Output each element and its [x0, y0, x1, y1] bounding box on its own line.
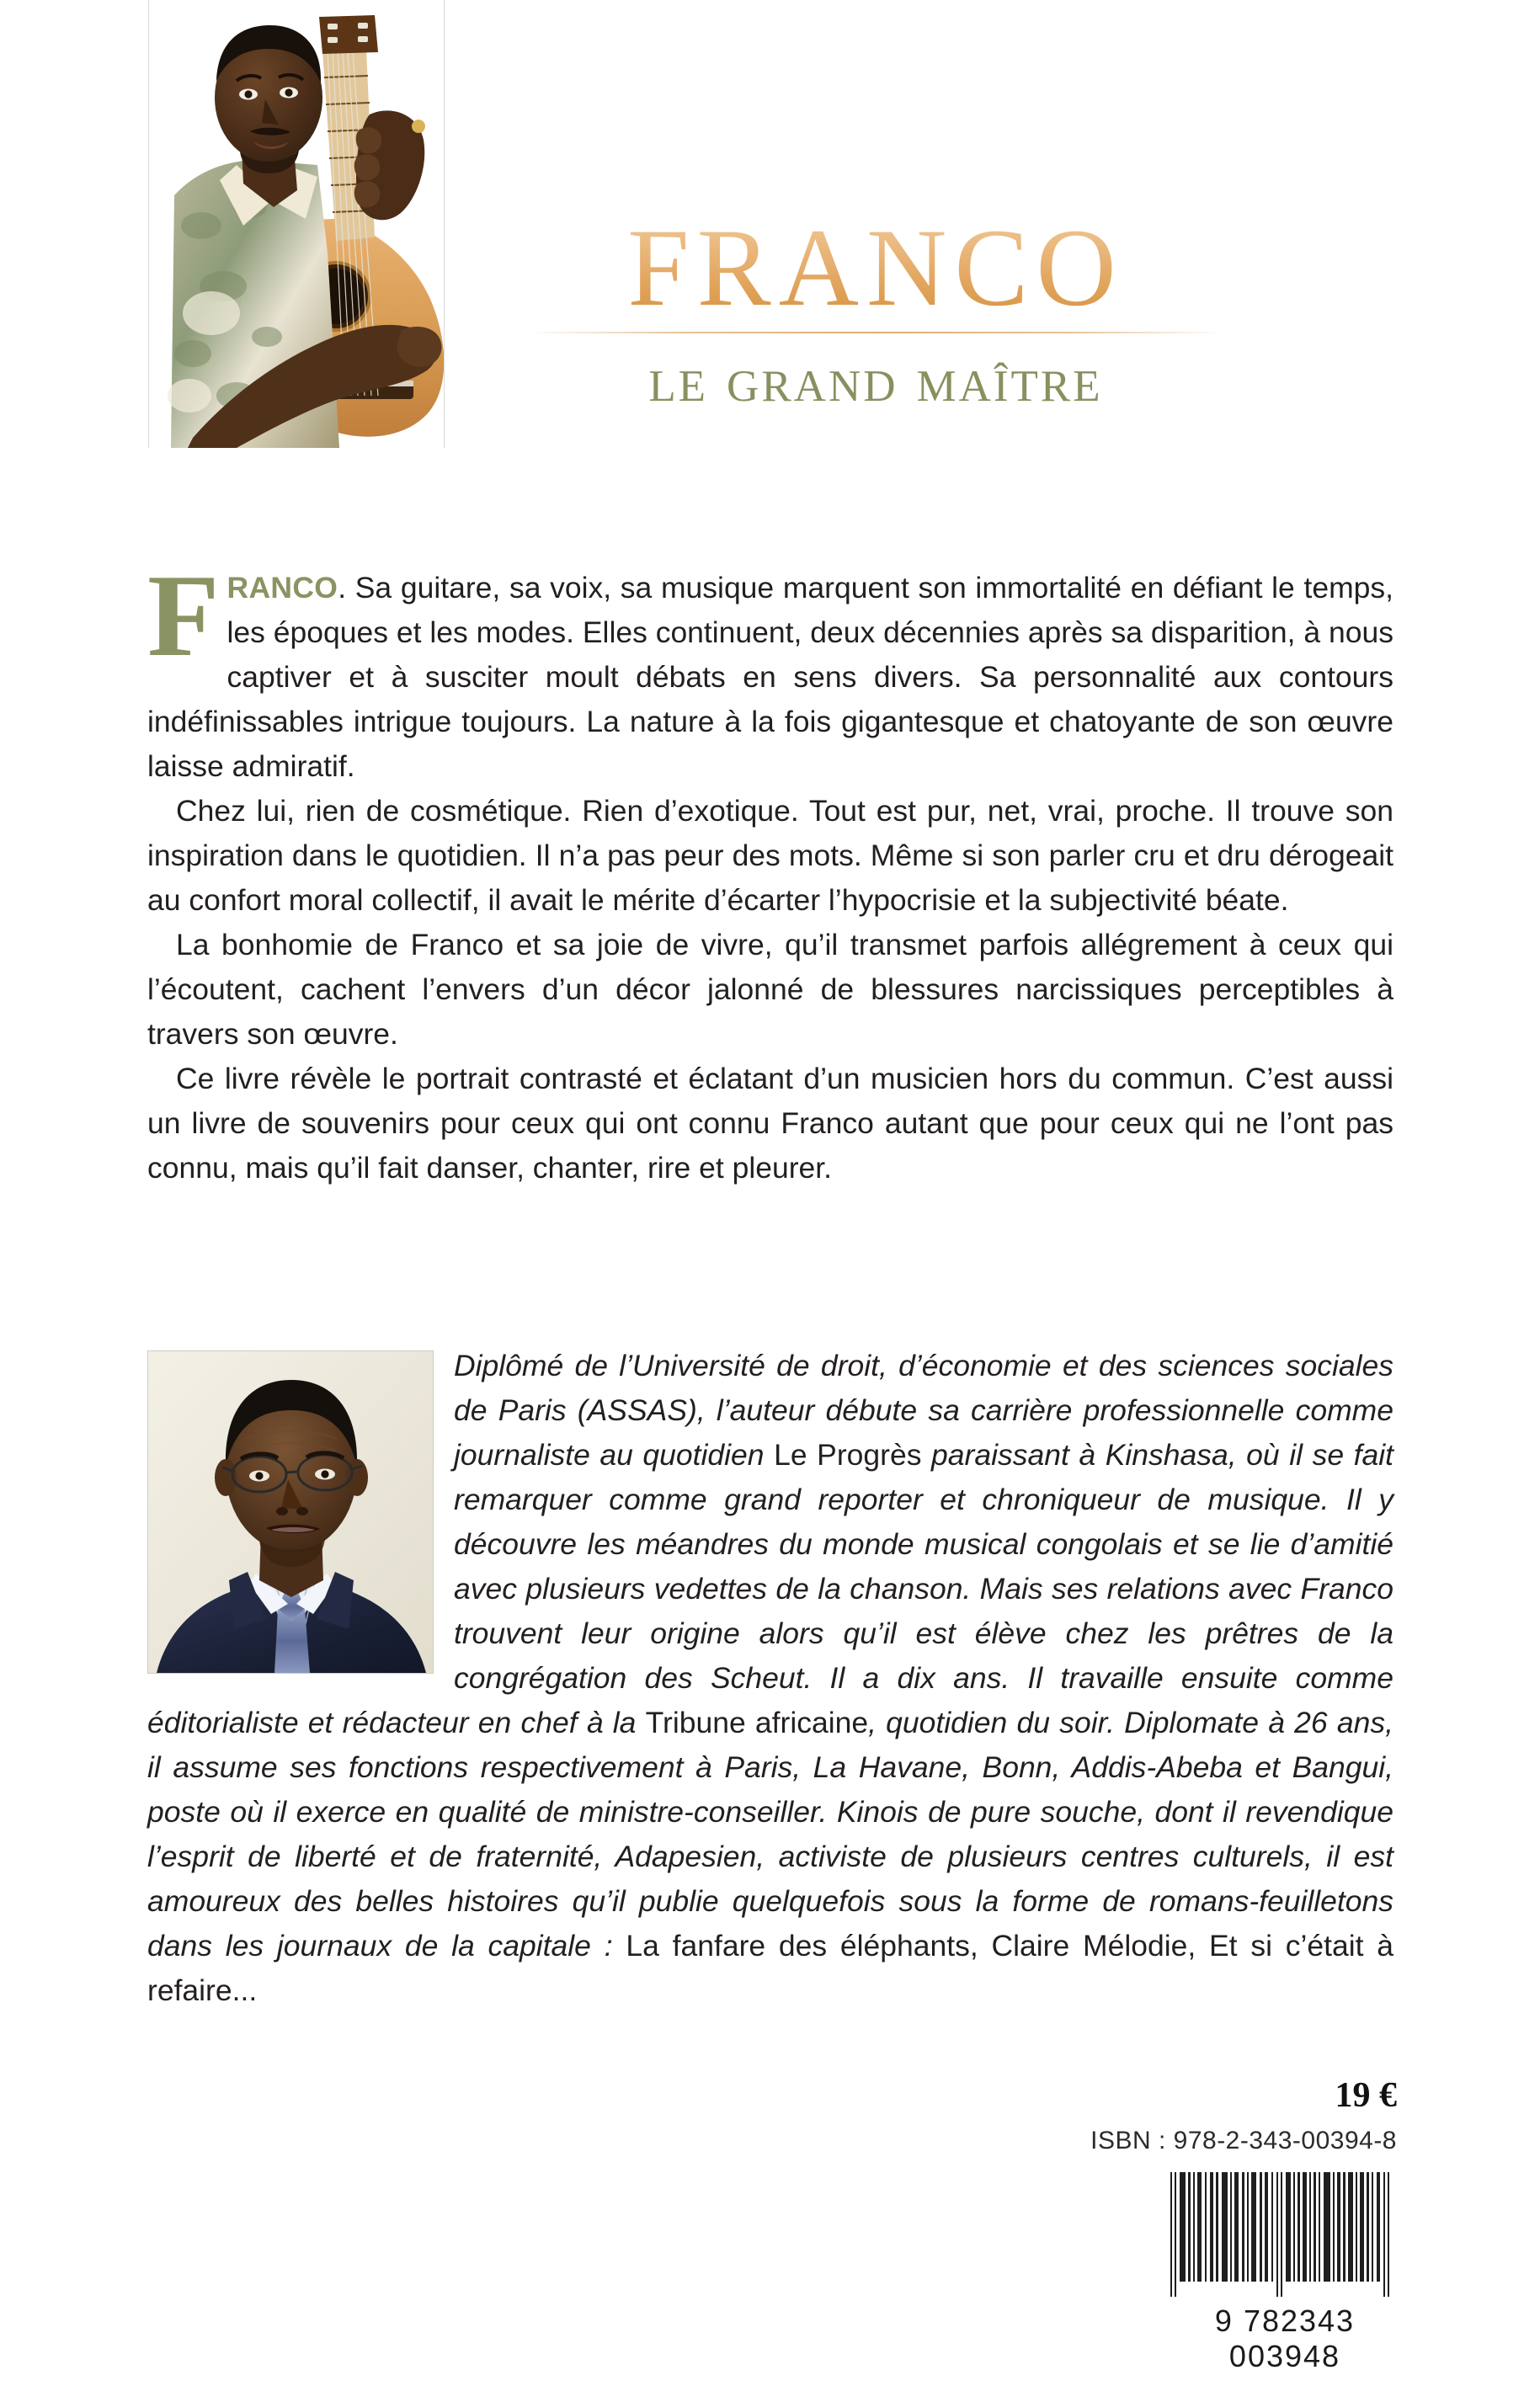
- blurb-paragraph-2: Chez lui, rien de cosmétique. Rien d’exotique. Tout est pur, net, vrai, proche. Il trouve son inspiration dans le quotidien. Il n’a pas peur des mots. Même si son parler cru et dru dérogeait au confort moral collectif, il avait le mérite d’écarter l’hypocrisie et la subjectivité béate.: [147, 794, 1393, 917]
- drop-cap-letter: F: [147, 551, 220, 681]
- cover-banner: [0, 0, 1540, 471]
- blurb-paragraph-1-text: . Sa guitare, sa voix, sa musique marquent son immortalité en défiant le temps, les époques et les modes. Elles continuent, deux décennies après sa disparition, à nous captiver et à susciter moult débats en sens divers. Sa personnalité aux contours indéfinissables intrigue toujours. La nature à la fois gigantesque et chatoyante de son œuvre laisse admiratif.: [147, 571, 1393, 783]
- page-subtitle: le grand maître: [648, 344, 1103, 415]
- barcode: [1167, 2172, 1403, 2374]
- bio-newspaper-1: Le Progrès: [774, 1438, 922, 1472]
- isbn-label: ISBN : 978-2-343-00394-8: [1090, 2127, 1397, 2154]
- franco-guitarist-photo: [148, 0, 445, 448]
- bio-works-list: La fanfare des éléphants, Claire Mélodie, Et si c’était à refaire...: [147, 1929, 1393, 2007]
- back-cover-blurb: [147, 551, 1393, 1190]
- bio-segment-1: Diplômé de l’Université de droit, d’économie et des sciences sociales de Paris (ASSAS), l’auteur débute sa carrière professionnelle comme journaliste au quotidien: [454, 1349, 1393, 1472]
- author-portrait-photo: [147, 1350, 434, 1674]
- bio-newspaper-2: Tribune africaine: [645, 1706, 869, 1739]
- blurb-paragraph-3: La bonhomie de Franco et sa joie de vivre, qu’il transmet parfois allégrement à ceux qui l’écoutent, cachent l’envers d’un décor jalonné de blessures narcissiques perceptibles à travers son œuvre.: [147, 928, 1393, 1051]
- page-title: FRANCO: [505, 212, 1246, 328]
- title-block: [505, 205, 1246, 415]
- title-divider: [527, 332, 1224, 333]
- blurb-lead-word: RANCO: [226, 571, 338, 604]
- price-label: 19 €: [1335, 2076, 1397, 2115]
- bio-segment-2: paraissant à Kinshasa, où il se fait remarquer comme grand reporter et chroniqueur de musique. Il y découvre les méandres du monde musical congolais et se lie d’amitié avec plusieurs vedettes de la chanson. Mais ses relations avec Franco trouvent leur origine alors qu’il est élève chez les prêtres de la congrégation des Scheut. Il a dix ans. Il travaille ensuite comme éditorialiste et rédacteur en chef à la: [147, 1438, 1393, 1739]
- blurb-paragraph-4: Ce livre révèle le portrait contrasté et éclatant d’un musicien hors du commun. C’est aussi un livre de souvenirs pour ceux qui ont connu Franco autant que pour ceux qui ne l’ont pas connu, mais qu’il fait danser, chanter, rire et pleurer.: [147, 1062, 1393, 1185]
- bio-segment-3: , quotidien du soir. Diplomate à 26 ans, il assume ses fonctions respectivement à Paris, La Havane, Bonn, Addis-Abeba et Bangui, poste où il exerce en qualité de ministre-conseiller. Kinois de pure souche, dont il revendique l’esprit de liberté et de fraternité, Adapesien, activiste de plusieurs centres culturels, il est amoureux des belles histoires qu’il publie quelquefois sous la forme de romans-feuilletons dans les journaux de la capitale :: [147, 1706, 1393, 1963]
- barcode-digits: 9 782343 003948: [1214, 2303, 1356, 2373]
- author-bio: [147, 1344, 1393, 2013]
- blurb-paragraph-1: [147, 551, 1393, 789]
